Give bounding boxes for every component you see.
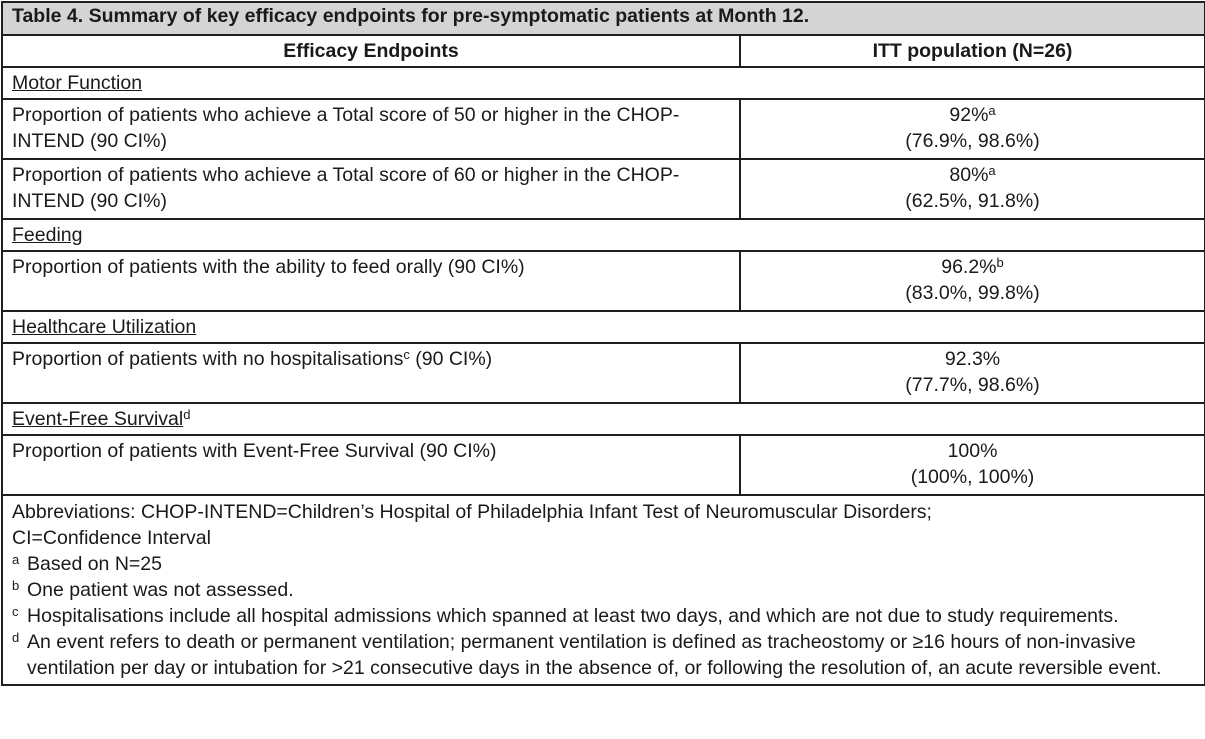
footnote-text: One patient was not assessed. — [27, 579, 294, 601]
column-header-endpoints: Efficacy Endpoints — [2, 35, 740, 67]
section-title: Healthcare Utilization — [12, 316, 197, 338]
table-row — [2, 435, 1205, 495]
footnote-text: An event refers to death or permanent ventilation; permanent ventilation is defined as tracheostomy or ≥16 hours of non-invasive ventilation per day or intubation for >21 consecutive days in the absence of, or following the resolution of, an acute reversible event. — [27, 631, 1162, 679]
value-text: 80% — [949, 164, 989, 186]
value-cell — [740, 159, 1205, 219]
value-text: 96.2% — [941, 256, 997, 278]
footnote-text: Based on N=25 — [27, 553, 162, 575]
endpoint-cell — [2, 343, 740, 403]
section-title-cell — [2, 67, 1205, 99]
endpoint-text-suffix: (90 CI%) — [409, 348, 493, 370]
column-header-itt: ITT population (N=26) — [740, 35, 1205, 67]
table-row — [2, 99, 1205, 159]
section-title-cell — [2, 311, 1205, 343]
section-row-healthcare-utilization — [2, 311, 1205, 343]
endpoint-cell: Proportion of patients with the ability to feed orally (90 CI%) — [2, 251, 740, 311]
endpoint-cell: Proportion of patients who achieve a Total score of 60 or higher in the CHOP-INTEND (90 CI%) — [2, 159, 740, 219]
section-title: Feeding — [12, 224, 83, 246]
value-cell — [740, 251, 1205, 311]
section-title: Event-Free Survival — [12, 408, 184, 430]
footnote: $^d$ An event refers to death or permanent ventilation; permanent ventilation is defined as tracheostomy or ≥16 hours of non-invasive ventilation per day or intubation for >21 consecutive days in the absence of, or following the resolution of, an acute reversible event. — [12, 630, 1162, 679]
confidence-interval: (62.5%, 91.8%) — [905, 190, 1040, 212]
confidence-interval: (83.0%, 99.8%) — [905, 282, 1040, 304]
abbreviations-line-2: CI=Confidence Interval — [12, 527, 211, 549]
value-text: 100% — [947, 440, 998, 462]
footnote-mark: c — [403, 347, 410, 362]
footnote: $^b$ One patient was not assessed. — [12, 578, 294, 601]
table-caption: Table 4. Summary of key efficacy endpoints for pre-symptomatic patients at Month 12. — [2, 2, 1205, 35]
section-title-cell — [2, 403, 1205, 435]
value-cell — [740, 99, 1205, 159]
value-cell — [740, 343, 1205, 403]
table-row — [2, 251, 1205, 311]
section-row-feeding — [2, 219, 1205, 251]
confidence-interval: (76.9%, 98.6%) — [905, 130, 1040, 152]
table-header-row — [2, 35, 1205, 67]
footnote: $^a$ Based on N=25 — [12, 552, 162, 575]
abbreviations-line-1: Abbreviations: CHOP-INTEND=Children’s Hospital of Philadelphia Infant Test of Neuromuscular Disorders; — [12, 501, 932, 523]
efficacy-endpoints-table — [1, 1, 1205, 686]
value-cell — [740, 435, 1205, 495]
table-caption-row — [2, 2, 1205, 35]
footnote: $^c$ Hospitalisations include all hospital admissions which spanned at least two days, and which are not due to study requirements. — [12, 604, 1119, 627]
footnote-mark: d — [183, 407, 191, 422]
section-row-motor-function — [2, 67, 1205, 99]
footnote-mark: b — [996, 255, 1004, 270]
table-footer — [2, 495, 1205, 685]
value-text: 92.3% — [944, 348, 1001, 370]
section-title: Motor Function — [12, 72, 143, 94]
value-text: 92% — [949, 104, 989, 126]
endpoint-cell: Proportion of patients with Event-Free Survival (90 CI%) — [2, 435, 740, 495]
endpoint-cell: Proportion of patients who achieve a Total score of 50 or higher in the CHOP-INTEND (90 CI%) — [2, 99, 740, 159]
footnote-mark: a — [988, 103, 996, 118]
section-row-event-free-survival — [2, 403, 1205, 435]
table-row — [2, 343, 1205, 403]
endpoint-text: Proportion of patients with no hospitalisations — [12, 348, 404, 370]
footnote-text: Hospitalisations include all hospital admissions which spanned at least two days, and which are not due to study requirements. — [27, 605, 1119, 627]
confidence-interval: (100%, 100%) — [910, 466, 1035, 488]
table-footer-row — [2, 495, 1205, 685]
section-title-cell — [2, 219, 1205, 251]
footnote-mark: a — [988, 163, 996, 178]
table-row — [2, 159, 1205, 219]
confidence-interval: (77.7%, 98.6%) — [905, 374, 1040, 396]
